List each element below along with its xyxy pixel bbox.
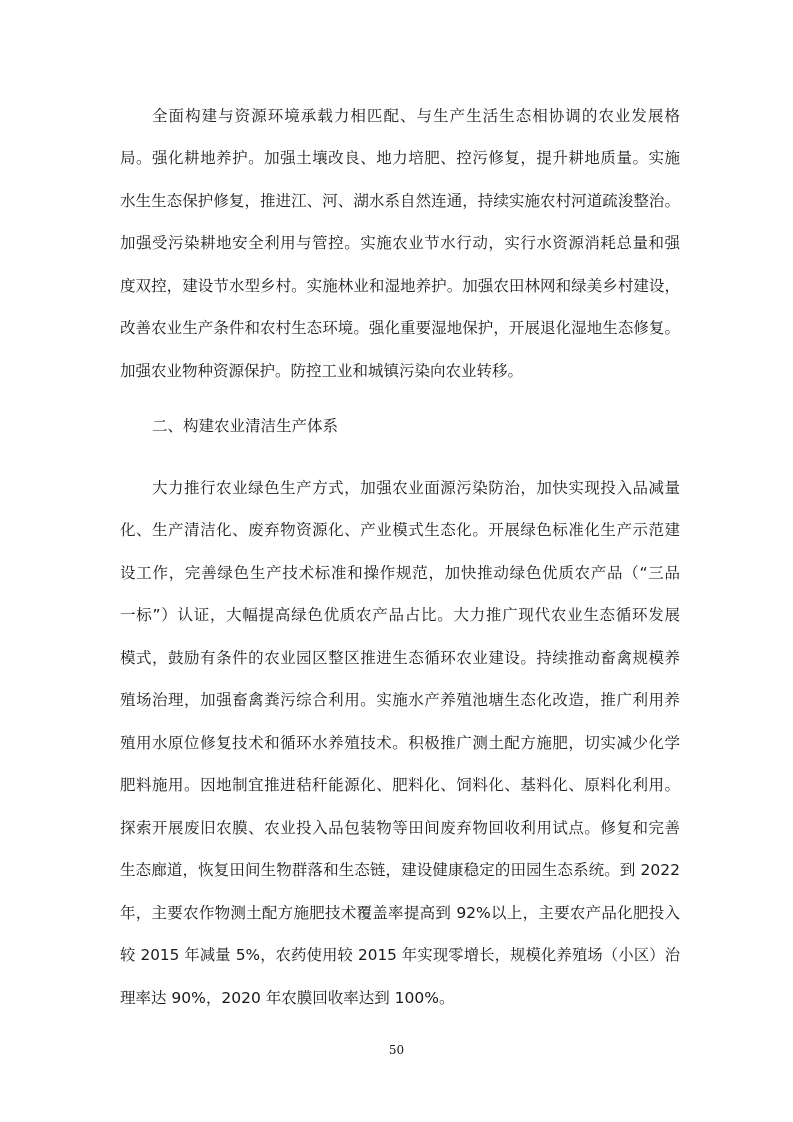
paragraph-line: 水生生态保护修复，推进江、河、湖水系自然连通，持续实施农村河道疏浚整治。 bbox=[120, 192, 680, 210]
paragraph-line: 肥料施用。因地制宜推进秸秆能源化、肥料化、饲料化、基料化、原料化利用。 bbox=[120, 776, 680, 794]
paragraph-line: 全面构建与资源环境承载力相匹配、与生产生活生态相协调的农业发展格 bbox=[152, 107, 680, 125]
paragraph-line: 化、生产清洁化、废弃物资源化、产业模式生态化。开展绿色标准化生产示范建 bbox=[120, 521, 680, 539]
page-number: 50 bbox=[388, 1043, 405, 1057]
paragraph-line: 局。强化耕地养护。加强土壤改良、地力培肥、控污修复，提升耕地质量。实施 bbox=[120, 149, 680, 167]
paragraph-line: 年，主要农作物测土配方施肥技术覆盖率提高到 92%以上，主要农产品化肥投入 bbox=[120, 904, 680, 922]
paragraph-line: 殖场治理，加强畜禽粪污综合利用。实施水产养殖池塘生态化改造，推广利用养 bbox=[120, 691, 680, 709]
paragraph-line: 殖用水原位修复技术和循环水养殖技术。积极推广测土配方施肥，切实减少化学 bbox=[120, 734, 680, 752]
paragraph-line: 理率达 90%，2020 年农膜回收率达到 100%。 bbox=[120, 989, 455, 1007]
paragraph-line: 改善农业生产条件和农村生态环境。强化重要湿地保护，开展退化湿地生态修复。 bbox=[120, 319, 680, 337]
paragraph-line: 生态廊道，恢复田间生物群落和生态链，建设健康稳定的田园生态系统。到 2022 bbox=[120, 861, 680, 879]
paragraph-line: 一标”）认证，大幅提高绿色优质农产品占比。大力推广现代农业生态循环发展 bbox=[120, 606, 680, 624]
paragraph-line: 设工作，完善绿色生产技术标准和操作规范，加快推动绿色优质农产品（“三品 bbox=[120, 564, 680, 582]
paragraph-line: 度双控，建设节水型乡村。实施林业和湿地养护。加强农田林网和绿美乡村建设， bbox=[120, 277, 680, 295]
paragraph-line: 大力推行农业绿色生产方式，加强农业面源污染防治，加快实现投入品减量 bbox=[152, 479, 680, 497]
paragraph-line: 较 2015 年减量 5%，农药使用较 2015 年实现零增长，规模化养殖场（小区）治 bbox=[120, 946, 680, 964]
paragraph-line: 探索开展废旧农膜、农业投入品包装物等田间废弃物回收利用试点。修复和完善 bbox=[120, 819, 680, 837]
paragraph-line: 加强农业物种资源保护。防控工业和城镇污染向农业转移。 bbox=[120, 362, 524, 380]
section-heading: 二、构建农业清洁生产体系 bbox=[152, 417, 339, 435]
paragraph-line: 模式，鼓励有条件的农业园区整区推进生态循环农业建设。持续推动畜禽规模养 bbox=[120, 649, 680, 667]
paragraph-line: 加强受污染耕地安全利用与管控。实施农业节水行动，实行水资源消耗总量和强 bbox=[120, 234, 680, 252]
